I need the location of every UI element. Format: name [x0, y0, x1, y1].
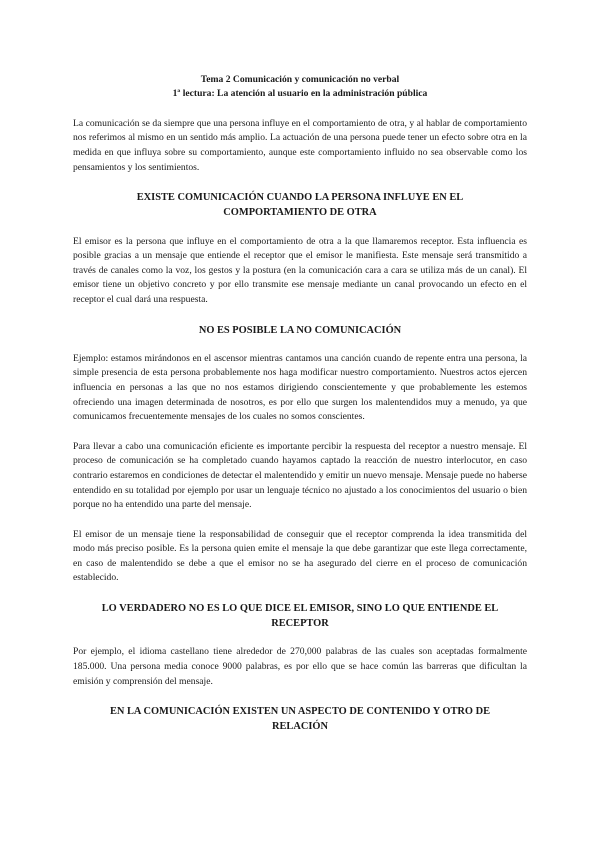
paragraph-intro: La comunicación se da siempre que una persona influye en el comportamiento de otra, y al hablar de comportamiento nos referimos al mismo en un sentido más amplio. La actuación de una persona puede tener un efecto sobre otra en la medida en que influya sobre su comportamiento, aunque este comportamiento influido no sea observable como los pensamientos y los sentimientos.	[73, 117, 527, 173]
title-block	[73, 73, 527, 102]
paragraph-emisor: El emisor es la persona que influye en el comportamiento de otra a la que llamaremos receptor. Esta influencia es posible gracias a un mensaje que entiende el receptor que el emisor le manifiesta. Este mensaje será transmitido a través de canales como la voz, los gestos y la postura (en la comunicación cara a cara se utiliza más de un canal). El emisor tiene un objetivo concreto y por ello transmite ese mensaje mediante un canal provocando un efecto en el receptor el cual dará una respuesta.	[73, 235, 527, 305]
paragraph-eficiente: Para llevar a cabo una comunicación eficiente es importante percibir la respuesta del receptor a nuestro mensaje. El proceso de comunicación se ha completado cuando hayamos captado la reacción de nuestro interlocutor, en caso contrario estaremos en condiciones de detectar el malentendido y emitir un nuevo mensaje. Mensaje puede no haberse entendido en su totalidad por ejemplo por usar un lenguaje técnico no ajustado a los conocimientos del usuario o bien porque no ha entendido una parte del mensaje.	[73, 440, 527, 511]
section-heading-contenido-relacion: EN LA COMUNICACIÓN EXISTEN UN ASPECTO DE CONTENIDO Y OTRO DE RELACIÓN	[109, 706, 491, 733]
section-heading-verdadero: LO VERDADERO NO ES LO QUE DICE EL EMISOR, SINO LO QUE ENTIENDE EL RECEPTOR	[101, 603, 499, 630]
document-subtitle: 1ª lectura: La atención al usuario en la administración pública	[172, 88, 428, 100]
document-title: Tema 2 Comunicación y comunicación no verbal	[200, 74, 400, 85]
paragraph-idioma: Por ejemplo, el idioma castellano tiene alrededor de 270,000 palabras de las cuales son aceptadas formalmente 185.000. Una persona media conoce 9000 palabras, es por ello que se hace común las barreras que dificultan la emisión y comprensión del mensaje.	[73, 646, 527, 687]
paragraph-responsabilidad: El emisor de un mensaje tiene la responsabilidad de conseguir que el receptor comprenda la idea transmitida del modo más preciso posible. Es la persona quien emite el mensaje la que debe garantizar que este llega correctamente, en caso de malentendido se debe a que el emisor no se ha asegurado del cierre en el proceso de comunicación establecido.	[73, 528, 527, 584]
section-heading-influye: EXISTE COMUNICACIÓN CUANDO LA PERSONA INFLUYE EN EL COMPORTAMIENTO DE OTRA	[136, 192, 464, 219]
paragraph-ejemplo: Ejemplo: estamos mirándonos en el ascensor mientras cantamos una canción cuando de repente entra una persona, la simple presencia de esta persona probablemente nos haga modificar nuestro comportamiento. Nuestros actos ejercen influencia en personas a las que no nos estamos dirigiendo conscientemente y que probablemente les estemos ofreciendo una imagen determinada de nosotros, es por ello que surgen los malentendidos muy a menudo, ya que comunicamos frecuentemente mensajes de los cuales no somos conscientes.	[73, 352, 527, 423]
section-heading-no-comunicacion: NO ES POSIBLE LA NO COMUNICACIÓN	[198, 324, 402, 336]
